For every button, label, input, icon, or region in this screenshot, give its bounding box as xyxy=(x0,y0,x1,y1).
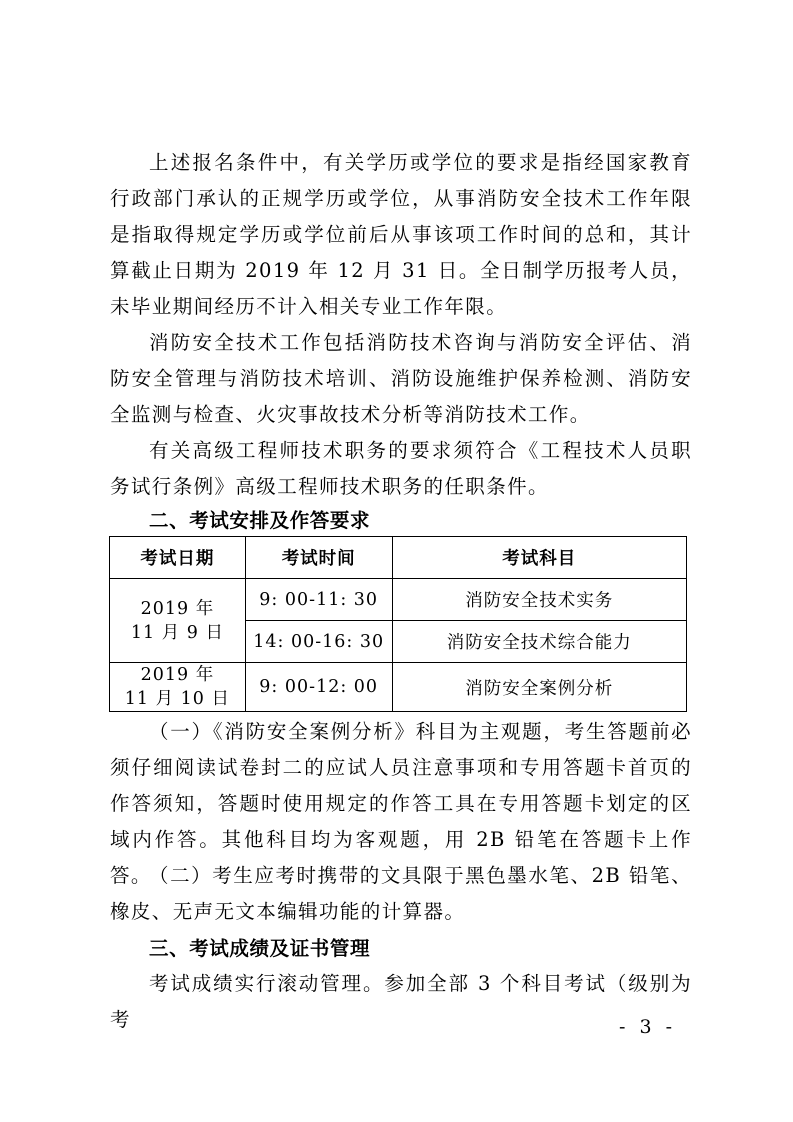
header-exam-date: 考试日期 xyxy=(110,537,246,579)
paragraph-senior-engineer: 有关高级工程师技术职务的要求须符合《工程技术人员职务试行条例》高级工程师技术职务的任职条件。 xyxy=(110,439,692,498)
exam-subject-cell: 消防安全技术综合能力 xyxy=(392,621,686,663)
page-number: - 3 - xyxy=(619,1016,677,1038)
table-row xyxy=(110,663,687,712)
exam-date-day: 11 月 9 日 xyxy=(130,622,224,643)
table-header-row xyxy=(110,537,687,579)
exam-time-cell: 9: 00-12: 00 xyxy=(245,663,392,712)
exam-subject-cell: 消防安全案例分析 xyxy=(392,663,686,712)
header-exam-time: 考试时间 xyxy=(245,537,392,579)
exam-schedule-table xyxy=(109,536,687,712)
table-row xyxy=(110,579,687,621)
paragraph-note-two: （二）考生应考时携带的文具限于黑色墨水笔、2B 铅笔、橡皮、无声无文本编辑功能的计算器。 xyxy=(110,864,692,923)
exam-date-cell xyxy=(110,663,246,712)
exam-subject-cell: 消防安全技术实务 xyxy=(392,579,686,621)
exam-date-year: 2019 年 xyxy=(140,665,215,685)
section-heading-exam-arrangement: 二、考试安排及作答要求 xyxy=(149,509,371,532)
exam-date-cell xyxy=(110,579,246,663)
exam-date-year: 2019 年 xyxy=(140,598,215,619)
paragraph-work-scope: 消防安全技术工作包括消防技术咨询与消防安全评估、消防安全管理与消防技术培训、消防设施维护保养检测、消防安全监测与检查、火灾事故技术分析等消防技术工作。 xyxy=(110,331,692,426)
paragraph-score-management: 考试成绩实行滚动管理。参加全部 3 个科目考试（级别为考 xyxy=(110,972,692,1031)
header-exam-subject: 考试科目 xyxy=(392,537,686,579)
paragraph-degree-requirement: 上述报名条件中，有关学历或学位的要求是指经国家教育行政部门承认的正规学历或学位，从事消防安全技术工作年限是指取得规定学历或学位前后从事该项工作时间的总和，其计算截止日期为 2019 年 12 月 31 日。全日制学历报考人员，未毕业期间经历不计入相关专业工作年限。 xyxy=(110,151,692,318)
paragraph-note-one: （一）《消防安全案例分析》科目为主观题，考生答题前必须仔细阅读试卷封二的应试人员注意事项和专用答题卡首页的作答须知，答题时使用规定的作答工具在专用答题卡划定的区域内作答。其他科目均为客观题，用 2B 铅笔在答题卡上作答。 xyxy=(110,720,692,887)
exam-date-day: 11 月 10 日 xyxy=(124,689,231,709)
section-heading-score-certificate: 三、考试成绩及证书管理 xyxy=(149,937,371,960)
exam-time-cell: 9: 00-11: 30 xyxy=(245,579,392,621)
exam-time-cell: 14: 00-16: 30 xyxy=(245,621,392,663)
